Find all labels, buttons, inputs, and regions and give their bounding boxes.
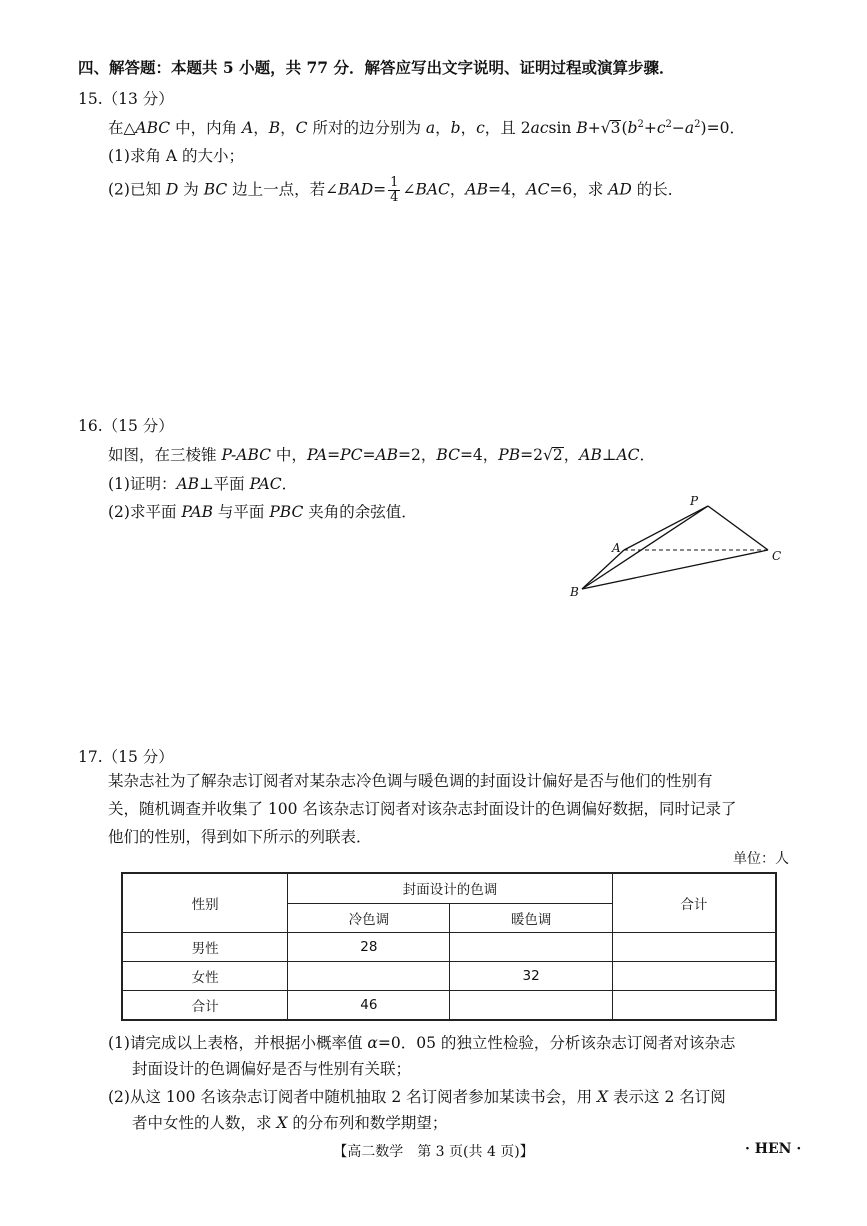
- q17-stem-line2: 关，随机调查并收集了 100 名该杂志订阅者对该杂志封面设计的色调偏好数据，同时记录了: [108, 800, 737, 818]
- label-b: B: [570, 585, 579, 599]
- cell-total: [612, 933, 776, 962]
- q17-stem-line1: 某杂志社为了解杂志订阅者对某杂志冷色调与暖色调的封面设计偏好是否与他们的性别有: [108, 772, 713, 790]
- header-gender: 性别: [122, 873, 288, 933]
- cell-warm: 32: [450, 962, 612, 991]
- row-label: 女性: [122, 962, 288, 991]
- cell-total: [612, 962, 776, 991]
- q15-part1: (1)求角 A 的大小；: [108, 147, 245, 165]
- q15-stem: 在△ABC 中，内角 A，B，C 所对的边分别为 a，b，c，且 2acsin $B+√3(b^2+c^2-a^2)=0$．: [108, 119, 745, 137]
- page-footer: 【高二数学 第 3 页(共 4 页)】: [333, 1144, 534, 1160]
- cell-total: [612, 991, 776, 1021]
- table-row: [122, 962, 776, 991]
- edge-pc: [708, 506, 768, 550]
- tetrahedron-figure: [560, 490, 790, 605]
- edge-ab: [582, 550, 624, 589]
- cell-cold: 46: [288, 991, 450, 1021]
- label-a: A: [612, 541, 621, 555]
- edge-bc: [582, 550, 768, 589]
- table-unit: 单位：人: [733, 851, 789, 867]
- edge-pb: [582, 506, 708, 589]
- header-cover-tone: 封面设计的色调: [288, 873, 613, 903]
- label-c: C: [772, 549, 782, 563]
- q17-part2-line1: (2)从这 100 名该杂志订阅者中随机抽取 2 名订阅者参加某读书会，用 X 表示这 2 名订阅: [108, 1088, 726, 1106]
- header-total: 合计: [612, 873, 776, 933]
- table-row: [122, 933, 776, 962]
- footer-code: · HEN ·: [745, 1141, 802, 1157]
- header-warm-tone: 暖色调: [450, 903, 612, 933]
- table-row: [122, 991, 776, 1021]
- cell-cold: 28: [288, 933, 450, 962]
- q17-number: 17.（15 分）: [78, 748, 174, 766]
- cell-warm: [450, 933, 612, 962]
- contingency-table: [121, 872, 777, 1021]
- q15-part2: (2)已知 D 为 BC 边上一点，若∠BAD= $\frac{1}{4}$ ∠BAC，AB=4，AC=6，求 AD 的长．: [108, 175, 684, 205]
- fraction-one-quarter: $\frac{1}{4}$: [390, 175, 399, 205]
- header-cold-tone: 冷色调: [288, 903, 450, 933]
- cell-cold: [288, 962, 450, 991]
- q16-stem: 如图，在三棱锥 P-ABC 中，PA=PC=AB=2，BC=4，PB=2√2，AB⊥AC．: [108, 446, 656, 464]
- edge-pa: [624, 506, 708, 550]
- q17-part1-line2: 封面设计的色调偏好是否与性别有关联；: [132, 1060, 412, 1078]
- q17-part1-line1: (1)请完成以上表格，并根据小概率值 α=0．05 的独立性检验，分析该杂志订阅者对该杂志: [108, 1034, 736, 1052]
- section-heading: 四、解答题：本题共 5 小题，共 77 分．解答应写出文字说明、证明过程或演算步骤．: [78, 58, 675, 77]
- q16-number: 16.（15 分）: [78, 417, 174, 435]
- row-label: 合计: [122, 991, 288, 1021]
- q16-part1: (1)证明：AB⊥平面 PAC．: [108, 475, 298, 493]
- row-label: 男性: [122, 933, 288, 962]
- label-p: P: [690, 494, 699, 508]
- q16-part2: (2)求平面 PAB 与平面 PBC 夹角的余弦值．: [108, 503, 417, 521]
- cell-warm: [450, 991, 612, 1021]
- q15-number: 15.（13 分）: [78, 90, 174, 108]
- q17-part2-line2: 者中女性的人数，求 X 的分布列和数学期望；: [132, 1114, 448, 1132]
- q17-stem-line3: 他们的性别，得到如下所示的列联表．: [108, 828, 372, 846]
